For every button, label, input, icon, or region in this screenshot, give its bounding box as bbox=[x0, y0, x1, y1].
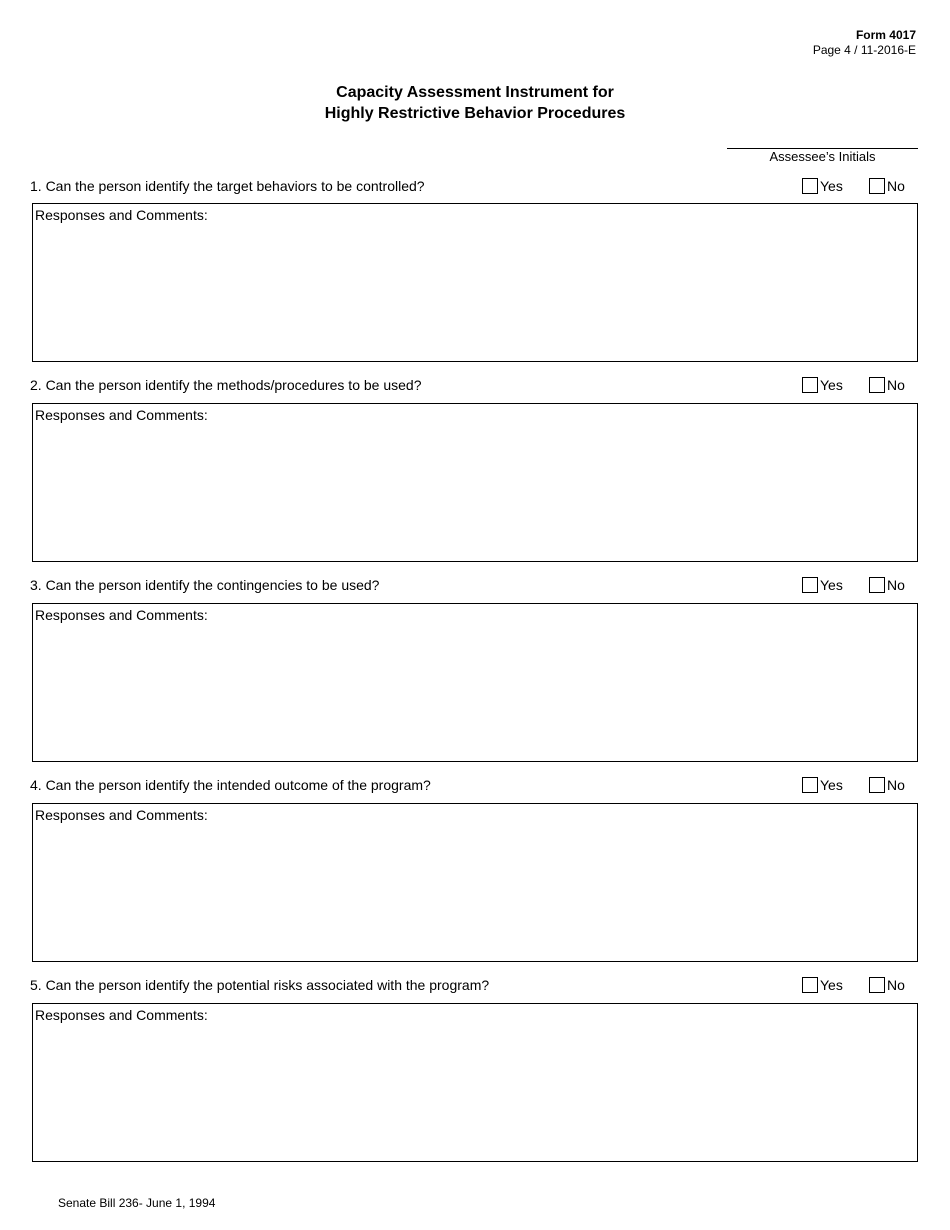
form-header bbox=[813, 28, 916, 58]
no-checkbox[interactable] bbox=[869, 178, 905, 194]
response-label: Responses and Comments: bbox=[35, 207, 208, 223]
response-label: Responses and Comments: bbox=[35, 407, 208, 423]
checkbox-box[interactable] bbox=[869, 377, 885, 393]
no-label: No bbox=[887, 777, 905, 793]
response-label: Responses and Comments: bbox=[35, 607, 208, 623]
question-1 bbox=[30, 176, 918, 196]
yes-checkbox[interactable] bbox=[802, 777, 843, 793]
question-5 bbox=[30, 975, 918, 995]
form-number: Form 4017 bbox=[855, 28, 916, 42]
no-label: No bbox=[887, 577, 905, 593]
checkbox-box[interactable] bbox=[869, 178, 885, 194]
question-text: 4. Can the person identify the intended outcome of the program? bbox=[30, 777, 431, 793]
title-line-2: Highly Restrictive Behavior Procedures bbox=[324, 105, 626, 122]
checkbox-box[interactable] bbox=[802, 377, 818, 393]
yes-checkbox[interactable] bbox=[802, 178, 843, 194]
yes-checkbox[interactable] bbox=[802, 377, 843, 393]
checkbox-box[interactable] bbox=[802, 977, 818, 993]
checkbox-box[interactable] bbox=[802, 777, 818, 793]
question-text: 3. Can the person identify the contingencies to be used? bbox=[30, 577, 380, 593]
question-text: 2. Can the person identify the methods/procedures to be used? bbox=[30, 377, 422, 393]
page-info: Page 4 / 11-2016-E bbox=[812, 43, 916, 57]
checkbox-box[interactable] bbox=[802, 577, 818, 593]
footer-text: Senate Bill 236- June 1, 1994 bbox=[58, 1196, 216, 1210]
no-checkbox[interactable] bbox=[869, 977, 905, 993]
page-title bbox=[0, 82, 950, 124]
no-label: No bbox=[887, 178, 905, 194]
yes-label: Yes bbox=[820, 977, 843, 993]
response-label: Responses and Comments: bbox=[35, 807, 208, 823]
checkbox-box[interactable] bbox=[869, 577, 885, 593]
yes-label: Yes bbox=[820, 377, 843, 393]
yes-label: Yes bbox=[820, 777, 843, 793]
question-4 bbox=[30, 775, 918, 795]
checkbox-box[interactable] bbox=[802, 178, 818, 194]
no-label: No bbox=[887, 377, 905, 393]
response-box-1[interactable] bbox=[32, 203, 918, 362]
response-box-2[interactable] bbox=[32, 403, 918, 562]
question-text: 1. Can the person identify the target behaviors to be controlled? bbox=[30, 178, 425, 194]
yes-label: Yes bbox=[820, 178, 843, 194]
response-label: Responses and Comments: bbox=[35, 1007, 208, 1023]
no-checkbox[interactable] bbox=[869, 377, 905, 393]
no-checkbox[interactable] bbox=[869, 577, 905, 593]
assessee-initials-field[interactable]: Assessee’s Initials bbox=[727, 148, 918, 164]
question-3 bbox=[30, 575, 918, 595]
no-checkbox[interactable] bbox=[869, 777, 905, 793]
yes-label: Yes bbox=[820, 577, 843, 593]
yes-checkbox[interactable] bbox=[802, 977, 843, 993]
question-text: 5. Can the person identify the potential risks associated with the program? bbox=[30, 977, 490, 993]
checkbox-box[interactable] bbox=[869, 977, 885, 993]
yes-checkbox[interactable] bbox=[802, 577, 843, 593]
response-box-4[interactable] bbox=[32, 803, 918, 962]
question-2 bbox=[30, 375, 918, 395]
no-label: No bbox=[887, 977, 905, 993]
checkbox-box[interactable] bbox=[869, 777, 885, 793]
response-box-5[interactable] bbox=[32, 1003, 918, 1162]
title-line-1: Capacity Assessment Instrument for bbox=[336, 84, 614, 101]
response-box-3[interactable] bbox=[32, 603, 918, 762]
